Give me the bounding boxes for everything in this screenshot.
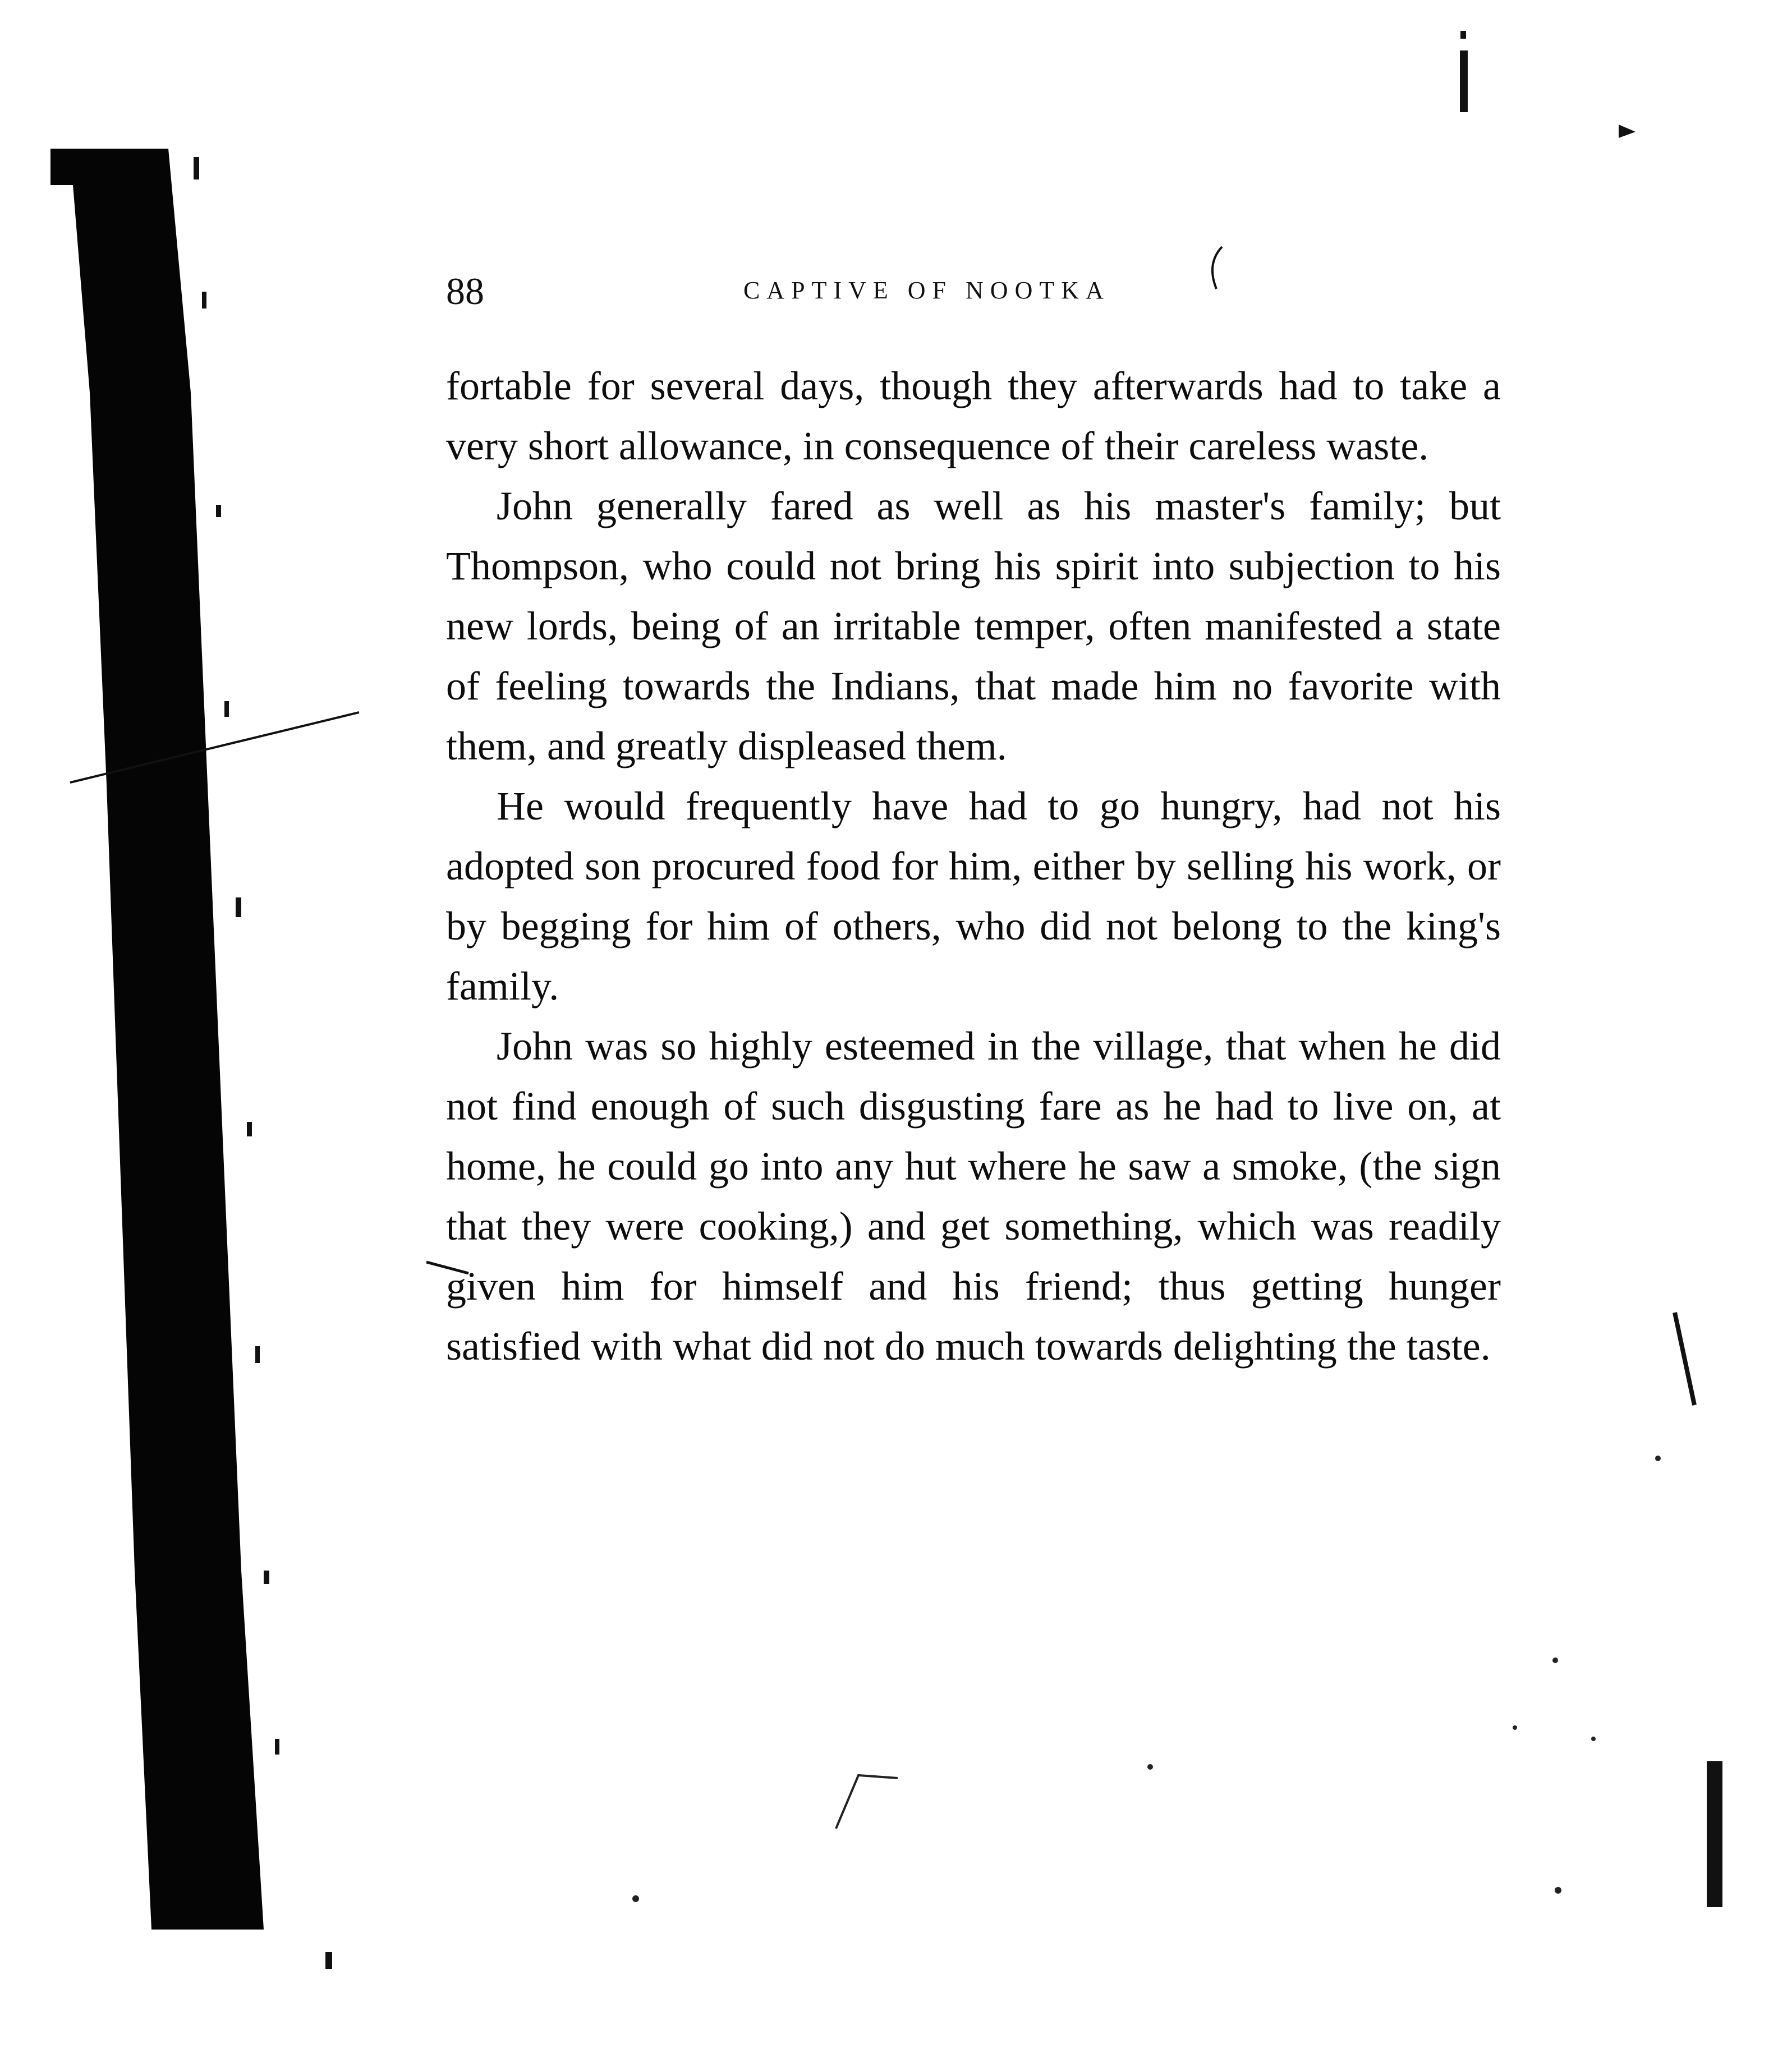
pencil-mark [836,1775,898,1829]
paragraph-3: He would frequently have had to go hungry, had not his adopted son procured food for him, either by selling his work, or by begging for him of others, who did not belong to the king's family. [446,784,1501,1009]
top-right-mark [1460,50,1468,112]
paragraph-1: fortable for several days, though they afterwards had to take a very short allowance, in consequence of their careless waste. [446,363,1501,468]
scatter-dots [632,1456,1661,1902]
paragraph-2: John generally fared as well as his master's family; but Thompson, who could not bring his spirit into subjection to his new lords, being of an irritable temper, often manifested a state of feeling towards the Indians, that made him no favorite with them, and greatly displeased them. [446,484,1501,768]
body-text [446,356,1501,1376]
right-mark-1 [1675,1313,1694,1405]
running-title: CAPTIVE OF NOOTKA [743,277,1110,304]
arrow-mark [1619,125,1635,138]
right-edge-mark [1707,1761,1722,1907]
paragraph-4: John was so highly esteemed in the village, that when he did not find enough of such disgusting fare as he had to live on, at home, he could go into any hut where he saw a smoke, (the sign that they were cooking,) and get something, which was readily given him for himself and his friend; thus getting hunger satisfied with what did not do much towards delighting the taste. [446,1024,1501,1369]
page-number: 88 [446,270,484,312]
binding-shadow [50,149,264,1930]
page-header [446,264,1495,325]
